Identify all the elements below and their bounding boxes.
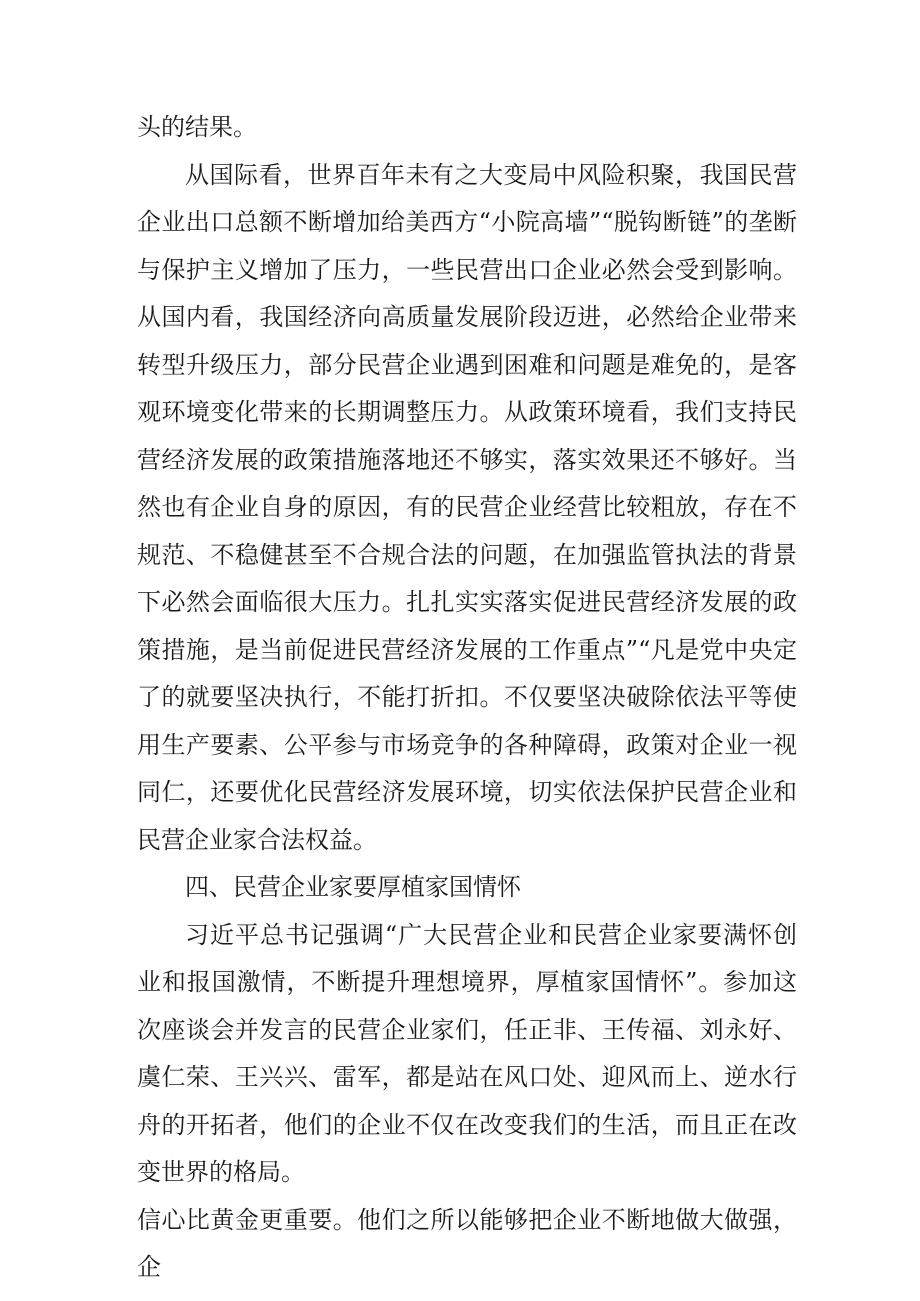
paragraph-entrepreneurs: 习近平总书记强调“广大民营企业和民营企业家要满怀创业和报国激情，不断提升理想境界，厚植家国情怀”。参加这次座谈会并发言的民营企业家们，任正非、王传福、刘永好、虞仁荣、王兴兴、雷军，都是站在风口处、迎风而上、逆水行舟的开拓者，他们的企业不仅在改变我们的生活，而且正在改变世界的格局。 [137, 920, 797, 1186]
paragraph-continuation-bottom: 信心比黄金更重要。他们之所以能够把企业不断地做大做强，企 [137, 1205, 797, 1281]
paragraph-pressure-analysis: 从国际看，世界百年未有之大变局中风险积聚，我国民营企业出口总额不断增加给美西方“小院高墙”“脱钩断链”的垄断与保护主义增加了压力，一些民营出口企业必然会受到影响。从国内看，我国经济向高质量发展阶段迈进，必然给企业带来转型升级压力，部分民营企业遇到困难和问题是难免的，是客观环境变化带来的长期调整压力。从政策环境看，我们支持民营经济发展的政策措施落地还不够实，落实效果还不够好。当然也有企业自身的原因，有的民营企业经营比较粗放，存在不规范、不稳健甚至不合规合法的问题，在加强监管执法的背景下必然会面临很大压力。扎扎实实落实促进民营经济发展的政策措施，是当前促进民营经济发展的工作重点”“凡是党中央定了的就要坚决执行，不能打折扣。不仅要坚决破除依法平等使用生产要素、公平参与市场竞争的各种障碍，政策对企业一视同仁，还要优化民营经济发展环境，切实依法保护民营企业和民营企业家合法权益。 [137, 160, 797, 854]
section-heading: 四、民营企业家要厚植家国情怀 [185, 873, 521, 901]
paragraph-continuation-top: 头的结果。 [137, 113, 257, 141]
document-body [137, 104, 797, 1292]
